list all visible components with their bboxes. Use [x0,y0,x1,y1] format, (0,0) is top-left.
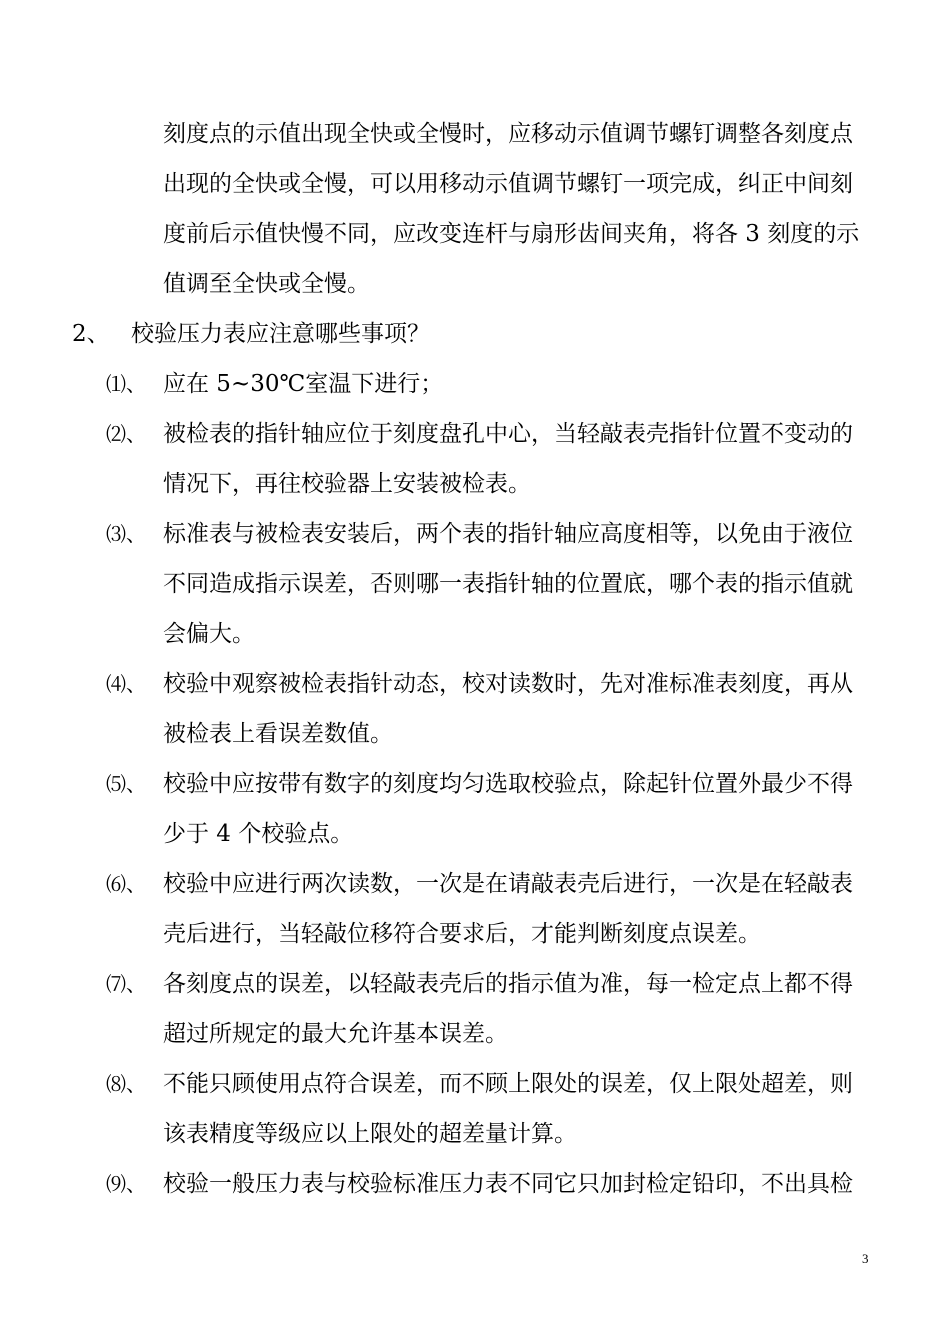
item-7-line-2: 超过所规定的最大允许基本误差。 [163,1021,508,1047]
intro-line-3: 度前后示值快慢不同，应改变连杆与扇形齿间夹角，将各 3 刻度的示 [163,221,860,247]
item-marker-1: ⑴、 [106,372,146,396]
item-marker-9: ⑼、 [106,1172,146,1196]
item-3-line-1: 标准表与被检表安装后，两个表的指针轴应高度相等，以免由于液位 [163,521,853,547]
item-marker-4: ⑷、 [106,672,146,696]
intro-line-2: 出现的全快或全慢，可以用移动示值调节螺钉一项完成，纠正中间刻 [163,171,853,197]
item-7-line-1: 各刻度点的误差，以轻敲表壳后的指示值为准，每一检定点上都不得 [163,971,853,997]
page-number: 3 [862,1251,869,1266]
item-marker-8: ⑻、 [106,1072,146,1096]
item-2-line-1: 被检表的指针轴应位于刻度盘孔中心，当轻敲表壳指针位置不变动的 [163,421,853,447]
item-marker-3: ⑶、 [106,522,146,546]
item-9-line-1: 校验一般压力表与校验标准压力表不同它只加封检定铅印，不出具检 [163,1171,853,1197]
item-3-line-3: 会偏大。 [163,621,255,647]
item-marker-6: ⑹、 [106,872,146,896]
item-marker-2: ⑵、 [106,422,146,446]
intro-line-1: 刻度点的示值出现全快或全慢时，应移动示值调节螺钉调整各刻度点 [163,121,853,147]
item-6-line-2: 壳后进行，当轻敲位移符合要求后，才能判断刻度点误差。 [163,921,761,947]
item-5-line-1: 校验中应按带有数字的刻度均匀选取校验点，除起针位置外最少不得 [163,771,853,797]
item-8-line-2: 该表精度等级应以上限处的超差量计算。 [163,1121,577,1147]
item-1-line-1: 应在 5~30℃室温下进行； [163,371,444,397]
item-marker-5: ⑸、 [106,772,146,796]
question-number: 2、 [72,321,110,347]
item-3-line-2: 不同造成指示误差，否则哪一表指针轴的位置底，哪个表的指示值就 [163,571,853,597]
intro-line-4: 值调至全快或全慢。 [163,271,370,297]
item-4-line-2: 被检表上看误差数值。 [163,721,393,747]
question-text: 校验压力表应注意哪些事项？ [131,321,430,347]
item-8-line-1: 不能只顾使用点符合误差，而不顾上限处的误差，仅上限处超差，则 [163,1071,853,1097]
item-5-line-2: 少于 4 个校验点。 [163,821,354,847]
item-4-line-1: 校验中观察被检表指针动态，校对读数时，先对准标准表刻度，再从 [163,671,853,697]
item-6-line-1: 校验中应进行两次读数，一次是在请敲表壳后进行，一次是在轻敲表 [163,871,853,897]
item-marker-7: ⑺、 [106,972,146,996]
item-2-line-2: 情况下，再往校验器上安装被检表。 [163,471,531,497]
